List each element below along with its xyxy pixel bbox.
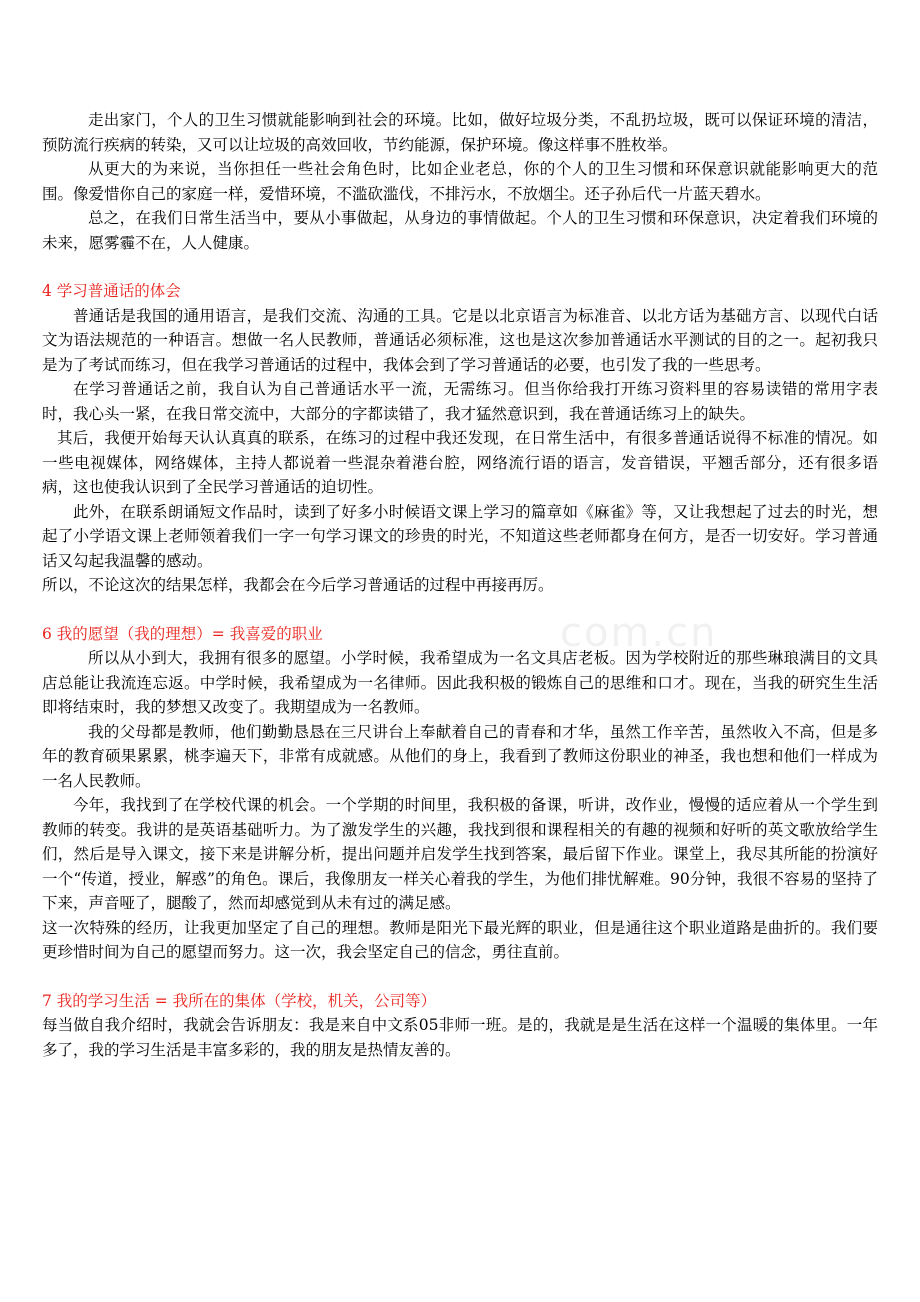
watermark: com.cn (560, 610, 718, 656)
section-heading: 4 学习普通话的体会 (42, 282, 181, 300)
paragraph: 从更大的为来说，当你担任一些社会角色时，比如企业老总，你的个人的卫生习惯和环保意识就能影响更大的范围。像爱惜你自己的家庭一样，爱惜环境，不滥砍滥伐，不排污水，不放烟尘。还子孙后代一片蓝天碧水。 (42, 160, 878, 203)
paragraph: 总之，在我们日常生活当中，要从小事做起，从身边的事情做起。个人的卫生习惯和环保意识，决定着我们环境的未来，愿雾霾不在，人人健康。 (42, 209, 878, 252)
paragraph: 其后，我便开始每天认认真真的联系，在练习的过程中我还发现，在日常生活中，有很多普通话说得不标准的情况。如一些电视媒体，网络媒体，主持人都说着一些混杂着港台腔，网络流行语的语言，发音错误，平翘舌部分，还有很多语病，这也使我认识到了全民学习普通话的迫切性。 (42, 429, 878, 496)
spacer (42, 255, 878, 279)
paragraph: 我的父母都是教师，他们勤勤恳恳在三尺讲台上奉献着自己的青春和才华，虽然工作辛苦，虽然收入不高，但是多年的教育硕果累累，桃李遍天下，非常有成就感。从他们的身上，我看到了教师这份职业的神圣，我也想和他们一样成为一名人民教师。 (42, 722, 878, 790)
spacer (42, 965, 878, 989)
section-4 (42, 279, 878, 598)
paragraph: 今年，我找到了在学校代课的机会。一个学期的时间里，我积极的备课，听讲，改作业，慢慢的适应着从一个学生到教师的转变。我讲的是英语基础听力。为了激发学生的兴趣，我找到很和课程相关的有趣的视频和好听的英文歌放给学生们，然后是导入课文，接下来是讲解分析，提出问题并启发学生找到答案，最后留下作业。课堂上，我尽其所能的扮演好一个“传道，授业，解惑”的角色。课后，我像朋友一样关心着我的学生，为他们排忧解难。90分钟，我很不容易的坚持了下来，声音哑了，腿酸了，然而却感觉到从未有过的满足感。 (42, 796, 878, 912)
paragraph: 走出家门，个人的卫生习惯就能影响到社会的环境。比如，做好垃圾分类，不乱扔垃圾，既可以保证环境的清洁，预防流行疾病的转染，又可以让垃圾的高效回收，节约能源，保护环境。像这样事不胜枚举。 (42, 111, 878, 154)
document-page (42, 108, 878, 1062)
paragraph: 所以从小到大，我拥有很多的愿望。小学时候，我希望成为一名文具店老板。因为学校附近的那些琳琅满目的文具店总能让我流连忘返。中学时候，我希望成为一名律师。因此我积极的锻炼自己的思维和口才。现在，当我的研究生生活即将结束时，我的梦想又改变了。我期望成为一名教师。 (42, 649, 878, 716)
section-6 (42, 622, 878, 965)
spacer (42, 598, 878, 622)
paragraph: 此外，在联系朗诵短文作品时，读到了好多小时候语文课上学习的篇章如《麻雀》等，又让我想起了过去的时光，想起了小学语文课上老师领着我们一字一句学习课文的珍贵的时光，不知道这些老师都身在何方，是否一切安好。学习普通话又勾起我温馨的感动。 (42, 502, 878, 570)
paragraph: 每当做自我介绍时，我就会告诉朋友：我是来自中文系05非师一班。是的，我就是是生活在这样一个温暖的集体里。一年多了，我的学习生活是丰富多彩的，我的朋友是热情友善的。 (42, 1016, 878, 1059)
section-heading: 6 我的愿望（我的理想）= 我喜爱的职业 (42, 624, 323, 643)
paragraph: 在学习普通话之前，我自认为自己普通话水平一流，无需练习。但当你给我打开练习资料里的容易读错的常用字表时，我心头一紧，在我日常交流中，大部分的字都读错了，我才猛然意识到，我在普通话练习上的缺失。 (42, 380, 878, 423)
section-7 (42, 989, 878, 1063)
section-intro (42, 108, 878, 255)
paragraph: 这一次特殊的经历，让我更加坚定了自己的理想。教师是阳光下最光辉的职业，但是通往这个职业道路是曲折的。我们要更珍惜时间为自己的愿望而努力。这一次，我会坚定自己的信念，勇往直前。 (42, 918, 878, 961)
paragraph: 普通话是我国的通用语言，是我们交流、沟通的工具。它是以北京语言为标准音、以北方话为基础方言、以现代白话文为语法规范的一种语言。想做一名人民教师，普通话必须标准，这也是这次参加普通话水平测试的目的之一。起初我只是为了考试而练习，但在我学习普通话的过程中，我体会到了学习普通话的必要，也引发了我的一些思考。 (42, 306, 878, 374)
paragraph: 所以，不论这次的结果怎样，我都会在今后学习普通话的过程中再接再厉。 (42, 576, 554, 594)
section-heading: 7 我的学习生活 = 我所在的集体（学校，机关，公司等） (42, 991, 437, 1010)
